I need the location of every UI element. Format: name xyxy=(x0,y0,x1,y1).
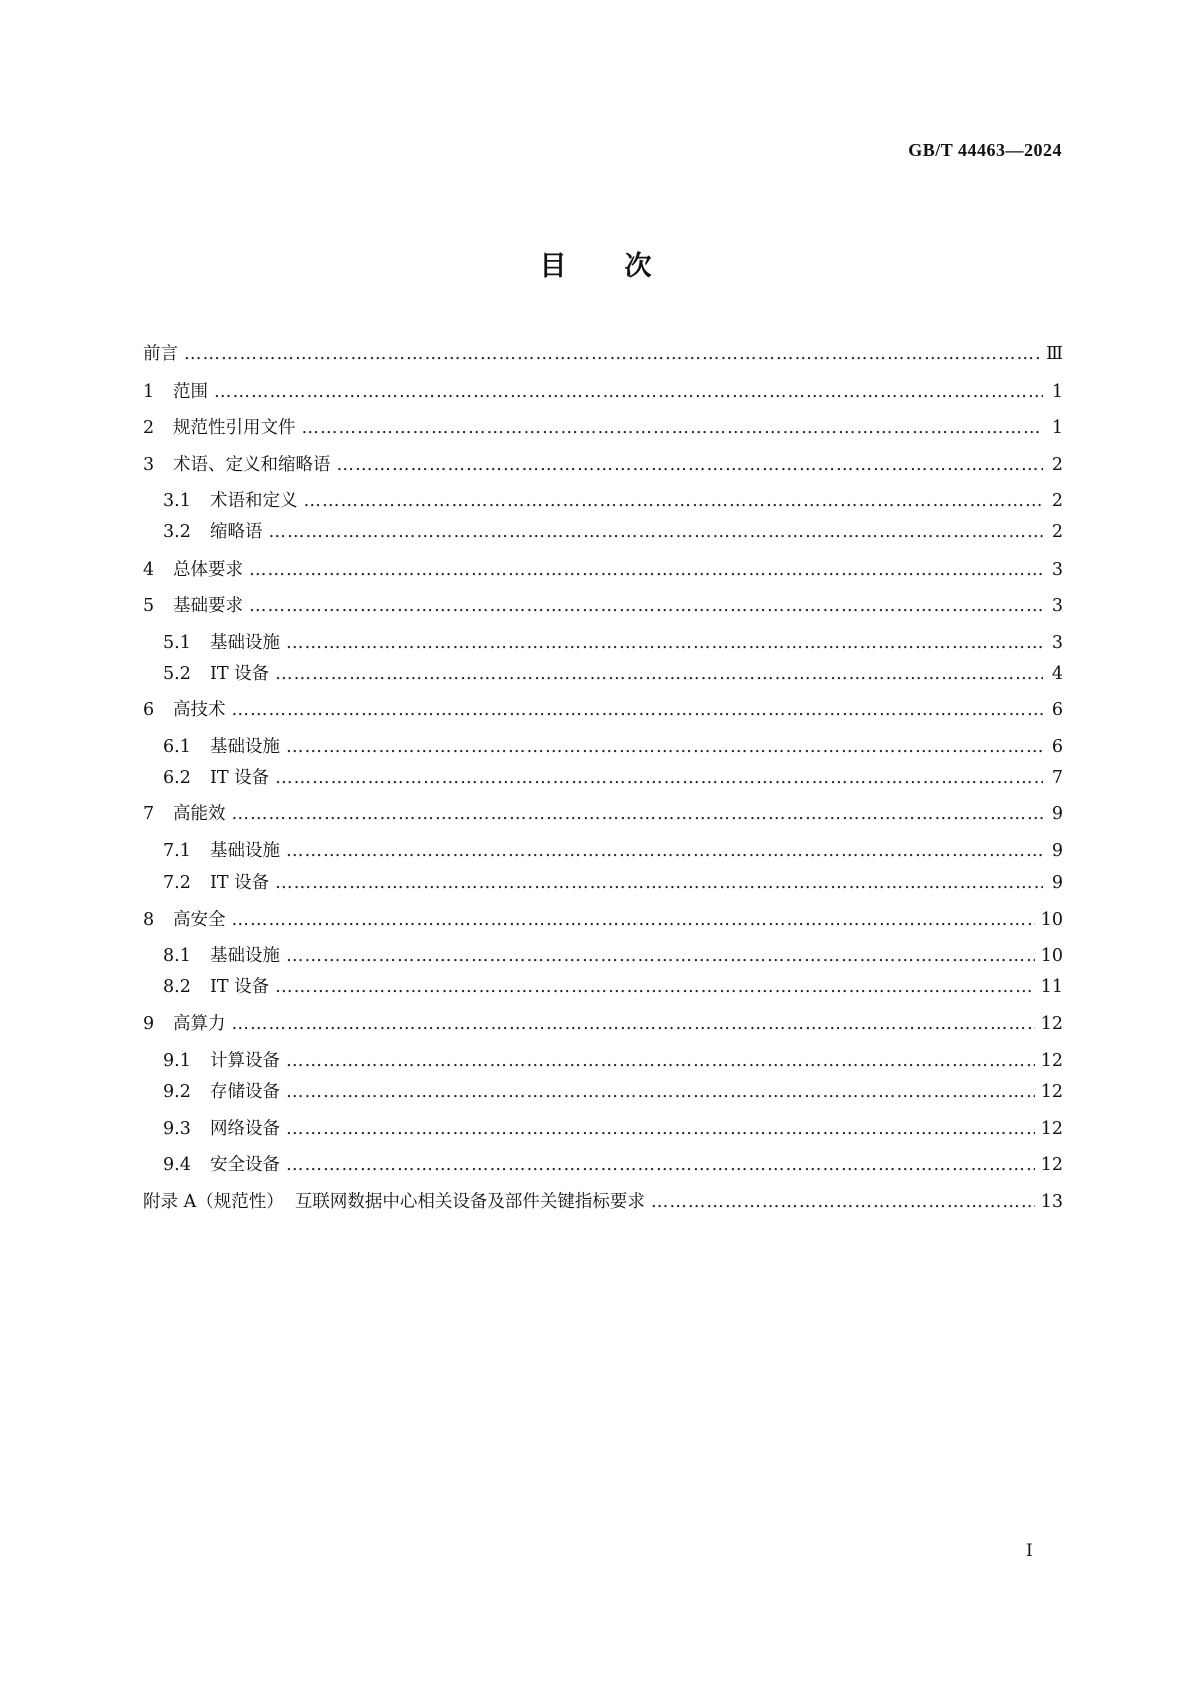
toc-entry-page: 4 xyxy=(1051,664,1063,684)
page-title: 目次 xyxy=(539,251,710,282)
toc-entry[interactable] xyxy=(143,594,1063,618)
toc-entry-number: 4 xyxy=(143,560,155,580)
dot-leader xyxy=(275,662,1043,686)
dot-leader xyxy=(232,1012,1035,1036)
toc-entry-label: 网络设备 xyxy=(210,1119,280,1139)
toc-entry[interactable] xyxy=(143,416,1063,440)
toc-entry-number: 6.1 xyxy=(163,737,191,757)
toc-entry[interactable] xyxy=(143,1153,1063,1177)
toc-entry[interactable] xyxy=(143,558,1063,582)
toc-entry-number: 9.1 xyxy=(163,1051,191,1071)
toc-entry-number: 5.2 xyxy=(163,664,191,684)
dot-leader xyxy=(232,698,1044,722)
toc-entry-label: 基础设施 xyxy=(210,633,280,653)
dot-leader xyxy=(302,416,1044,440)
toc-entry-page: 3 xyxy=(1051,633,1063,653)
dot-leader xyxy=(275,975,1035,999)
toc-entry[interactable] xyxy=(143,698,1063,722)
toc-entry[interactable] xyxy=(143,1190,1063,1214)
toc-entry[interactable] xyxy=(143,908,1063,932)
toc-entry[interactable] xyxy=(143,380,1063,404)
toc-entry-label: IT 设备 xyxy=(210,873,270,893)
toc-entry-page: 6 xyxy=(1051,700,1063,720)
dot-leader xyxy=(269,520,1044,544)
toc-entry[interactable] xyxy=(143,1117,1063,1141)
toc-entry-label: 总体要求 xyxy=(173,560,243,580)
dot-leader xyxy=(286,839,1043,863)
toc-entry-label: 基础设施 xyxy=(210,737,280,757)
toc-entry-page: 6 xyxy=(1051,737,1063,757)
toc-entry-label: 术语和定义 xyxy=(210,491,298,511)
toc-entry[interactable] xyxy=(143,1049,1063,1073)
toc-entry[interactable] xyxy=(143,766,1063,790)
toc-entry-label: 存储设备 xyxy=(210,1082,280,1102)
toc-entry-number: 8 xyxy=(143,910,155,930)
toc-entry-page: 1 xyxy=(1051,418,1063,438)
toc-entry-label: 计算设备 xyxy=(210,1051,280,1071)
toc-entry-label: 附录 A（规范性） 互联网数据中心相关设备及部件关键指标要求 xyxy=(143,1192,645,1212)
toc-entry-page: 9 xyxy=(1051,804,1063,824)
toc-entry-label: 缩略语 xyxy=(210,522,263,542)
toc-entry[interactable] xyxy=(143,520,1063,544)
toc-entry-number: 8.1 xyxy=(163,946,191,966)
dot-leader xyxy=(214,380,1043,404)
toc-entry-label: 高安全 xyxy=(173,910,226,930)
toc-entry[interactable] xyxy=(143,1080,1063,1104)
toc-entry-number: 8.2 xyxy=(163,977,191,997)
dot-leader xyxy=(275,766,1043,790)
toc-entry-page: 2 xyxy=(1051,522,1063,542)
toc-entry[interactable] xyxy=(143,662,1063,686)
dot-leader xyxy=(286,735,1043,759)
toc-entry-page: 2 xyxy=(1051,491,1063,511)
toc-entry-number: 7.2 xyxy=(163,873,191,893)
toc-entry[interactable] xyxy=(143,944,1063,968)
dot-leader xyxy=(232,908,1035,932)
toc-entry-label: 高算力 xyxy=(173,1014,226,1034)
toc-entry-number: 3.2 xyxy=(163,522,191,542)
toc-entry[interactable] xyxy=(143,342,1063,366)
toc-entry[interactable] xyxy=(143,453,1063,477)
standard-number: GB/T 44463—2024 xyxy=(908,140,1062,160)
toc-entry-number: 1 xyxy=(143,382,155,402)
dot-leader xyxy=(286,1153,1035,1177)
toc-entry-page: 13 xyxy=(1040,1192,1063,1212)
toc-entry-number: 3 xyxy=(143,455,155,475)
toc-entry[interactable] xyxy=(143,735,1063,759)
toc-entry-page: 12 xyxy=(1040,1051,1063,1071)
toc-entry-label: 高能效 xyxy=(173,804,226,824)
dot-leader xyxy=(232,802,1044,826)
toc-entry-label: 范围 xyxy=(173,382,208,402)
dot-leader xyxy=(286,944,1035,968)
toc-entry-page: 12 xyxy=(1040,1082,1063,1102)
toc-entry-page: 12 xyxy=(1040,1119,1063,1139)
toc-entry-number: 5.1 xyxy=(163,633,191,653)
toc-entry-label: 前言 xyxy=(143,344,178,364)
toc-entry-page: 3 xyxy=(1051,560,1063,580)
toc-entry-page: 2 xyxy=(1051,455,1063,475)
toc-entry-page: 3 xyxy=(1051,596,1063,616)
dot-leader xyxy=(304,489,1044,513)
toc-entry-page: 10 xyxy=(1040,946,1063,966)
dot-leader xyxy=(286,1080,1035,1104)
toc-entry-page: 9 xyxy=(1051,873,1063,893)
dot-leader xyxy=(286,631,1043,655)
toc-entry-number: 2 xyxy=(143,418,155,438)
toc-entry-number: 3.1 xyxy=(163,491,191,511)
toc-entry-label: 术语、定义和缩略语 xyxy=(173,455,331,475)
toc-entry-page: 7 xyxy=(1051,768,1063,788)
toc-entry-label: 高技术 xyxy=(173,700,226,720)
toc-entry-label: IT 设备 xyxy=(210,664,270,684)
toc-entry-number: 6.2 xyxy=(163,768,191,788)
page-number: I xyxy=(1026,1541,1033,1561)
toc-entry-number: 7 xyxy=(143,804,155,824)
toc-entry-page: Ⅲ xyxy=(1046,344,1063,364)
toc-entry-number: 7.1 xyxy=(163,841,191,861)
toc-entry-number: 9.3 xyxy=(163,1119,191,1139)
toc-entry-number: 9.2 xyxy=(163,1082,191,1102)
toc-entry[interactable] xyxy=(143,871,1063,895)
toc-entry-label: 基础设施 xyxy=(210,946,280,966)
dot-leader xyxy=(184,342,1040,366)
toc-entry-label: IT 设备 xyxy=(210,977,270,997)
toc-entry-number: 6 xyxy=(143,700,155,720)
dot-leader xyxy=(651,1190,1035,1214)
toc-entry-page: 1 xyxy=(1051,382,1063,402)
toc-entry-page: 12 xyxy=(1040,1014,1063,1034)
toc-entry-number: 9.4 xyxy=(163,1155,191,1175)
toc-entry-number: 9 xyxy=(143,1014,155,1034)
toc-entry-label: 安全设备 xyxy=(210,1155,280,1175)
toc-entry-number: 5 xyxy=(143,596,155,616)
toc-entry-page: 12 xyxy=(1040,1155,1063,1175)
toc-entry-label: 基础设施 xyxy=(210,841,280,861)
toc-entry[interactable] xyxy=(143,975,1063,999)
toc-entry-page: 9 xyxy=(1051,841,1063,861)
toc-entry[interactable] xyxy=(143,1012,1063,1036)
toc-entry-page: 10 xyxy=(1040,910,1063,930)
toc-entry[interactable] xyxy=(143,839,1063,863)
dot-leader xyxy=(275,871,1043,895)
toc-entry-page: 11 xyxy=(1040,977,1063,997)
dot-leader xyxy=(249,558,1043,582)
toc-entry-label: 基础要求 xyxy=(173,596,243,616)
toc-entry-label: IT 设备 xyxy=(210,768,270,788)
dot-leader xyxy=(249,594,1043,618)
dot-leader xyxy=(286,1117,1035,1141)
toc-entry[interactable] xyxy=(143,802,1063,826)
toc-entry[interactable] xyxy=(143,489,1063,513)
toc-entry[interactable] xyxy=(143,631,1063,655)
dot-leader xyxy=(286,1049,1035,1073)
dot-leader xyxy=(337,453,1044,477)
toc-entry-label: 规范性引用文件 xyxy=(173,418,296,438)
